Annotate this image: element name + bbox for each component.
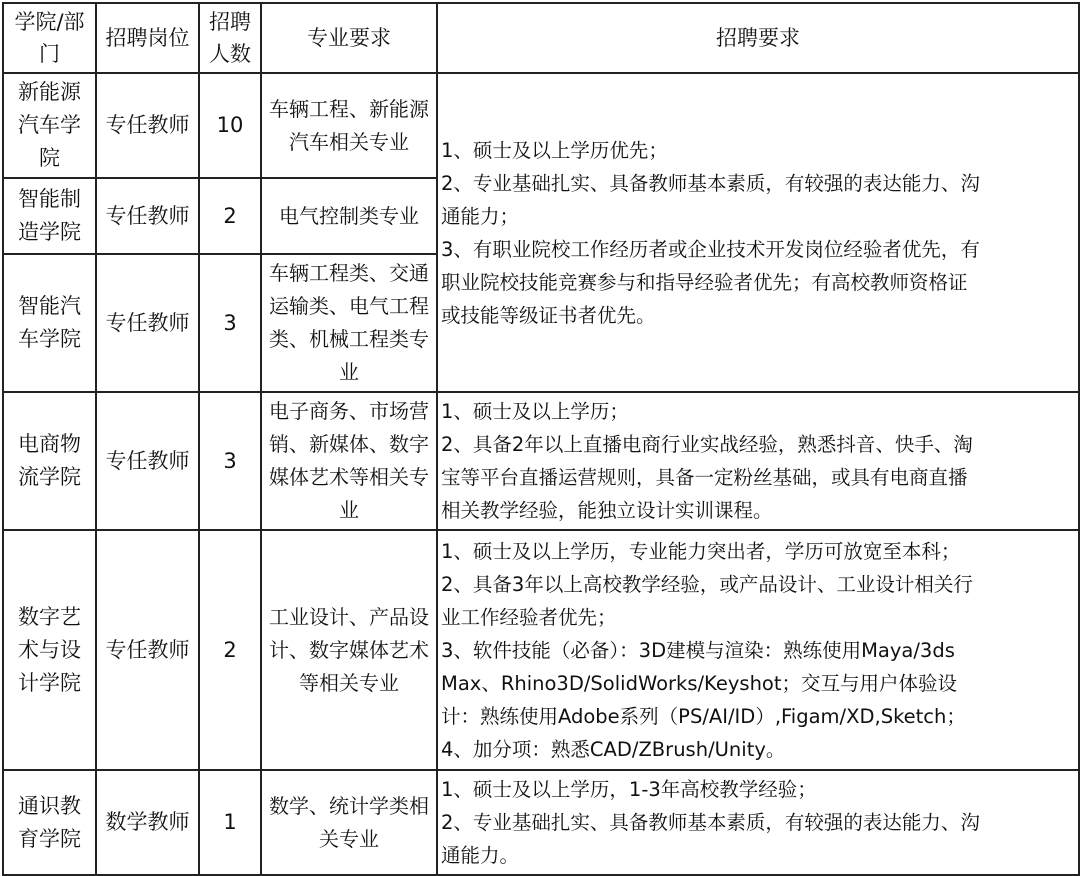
count-cell: 2 [199,178,261,254]
header-college: 学院/部门 [3,3,96,73]
major-cell: 数学、统计学类相关专业 [261,770,437,875]
requirements-cell [437,392,1079,530]
requirements-cell [437,530,1079,770]
requirement-line: 4、加分项：熟悉CAD/ZBrush/Unity。 [441,737,786,761]
requirement-line: 1、硕士及以上学历； [441,400,629,423]
requirement-line: 职业院校技能竞赛参与和指导经验者优先；有高校教师资格证 [441,270,968,294]
count-cell: 3 [199,254,261,392]
college-cell: 智能汽车学院 [3,254,96,392]
position-cell: 专任教师 [96,254,199,392]
requirement-line: 3、有职业院校工作经历者或企业技术开发岗位经验者优先，有 [441,237,980,261]
header-position: 招聘岗位 [96,3,199,73]
position-cell: 专任教师 [96,73,199,178]
requirement-line: 2、具备3年以上高校教学经验，或产品设计、工业设计相关行 [441,572,973,596]
major-cell: 车辆工程、新能源汽车相关专业 [261,73,437,178]
count-cell: 10 [199,73,261,178]
count-cell: 1 [199,770,261,875]
recruitment-table [2,2,1080,876]
count-cell: 2 [199,530,261,770]
position-cell: 专任教师 [96,392,199,530]
requirement-line: 3、软件技能（必备）：3D建模与渲染：熟练使用Maya/3ds [441,638,955,662]
major-cell: 车辆工程类、交通运输类、电气工程类、机械工程类专业 [261,254,437,392]
requirement-line: 1、硕士及以上学历，专业能力突出者，学历可放宽至本科； [441,539,961,563]
table-header-row [3,3,1079,73]
requirement-line: 或技能等级证书者优先。 [441,303,656,327]
college-cell: 通识教育学院 [3,770,96,875]
position-cell: 数学教师 [96,770,199,875]
requirement-line: 1、硕士及以上学历优先； [441,138,668,162]
requirement-line: 业工作经验者优先； [441,605,617,629]
college-cell: 电商物流学院 [3,392,96,530]
requirement-line: 2、具备2年以上直播电商行业实战经验，熟悉抖音、快手、淘 [441,433,973,456]
table-row [3,770,1079,875]
requirements-cell [437,73,1079,392]
requirement-line: 2、专业基础扎实、具备教师基本素质，有较强的表达能力、沟 [441,811,980,834]
requirement-line: 2、专业基础扎实、具备教师基本素质，有较强的表达能力、沟 [441,171,980,195]
count-cell: 3 [199,392,261,530]
requirement-line: Max、Rhino3D/SolidWorks/Keyshot；交互与用户体验设 [441,671,957,695]
requirement-line: 计：熟练使用Adobe系列（PS/AI/ID）,Figam/XD,Sketch； [441,704,966,728]
requirement-line: 宝等平台直播运营规则，具备一定粉丝基础，或具有电商直播 [441,466,968,489]
major-cell: 工业设计、产品设计、数字媒体艺术等相关专业 [261,530,437,770]
position-cell: 专任教师 [96,178,199,254]
major-cell: 电气控制类专业 [261,178,437,254]
table-row [3,530,1079,770]
table-row [3,73,1079,178]
college-cell: 数字艺术与设计学院 [3,530,96,770]
table-row [3,392,1079,530]
requirement-line: 通能力。 [441,844,520,867]
major-cell: 电子商务、市场营销、新媒体、数字媒体艺术等相关专业 [261,392,437,530]
position-cell: 专任教师 [96,530,199,770]
header-major: 专业要求 [261,3,437,73]
college-cell: 新能源汽车学院 [3,73,96,178]
header-count: 招聘人数 [199,3,261,73]
requirement-line: 通能力； [441,204,520,228]
requirement-line: 1、硕士及以上学历，1-3年高校教学经验； [441,778,817,801]
college-cell: 智能制造学院 [3,178,96,254]
requirements-cell [437,770,1079,875]
requirement-line: 相关教学经验，能独立设计实训课程。 [441,499,773,522]
header-requirements: 招聘要求 [437,3,1079,73]
